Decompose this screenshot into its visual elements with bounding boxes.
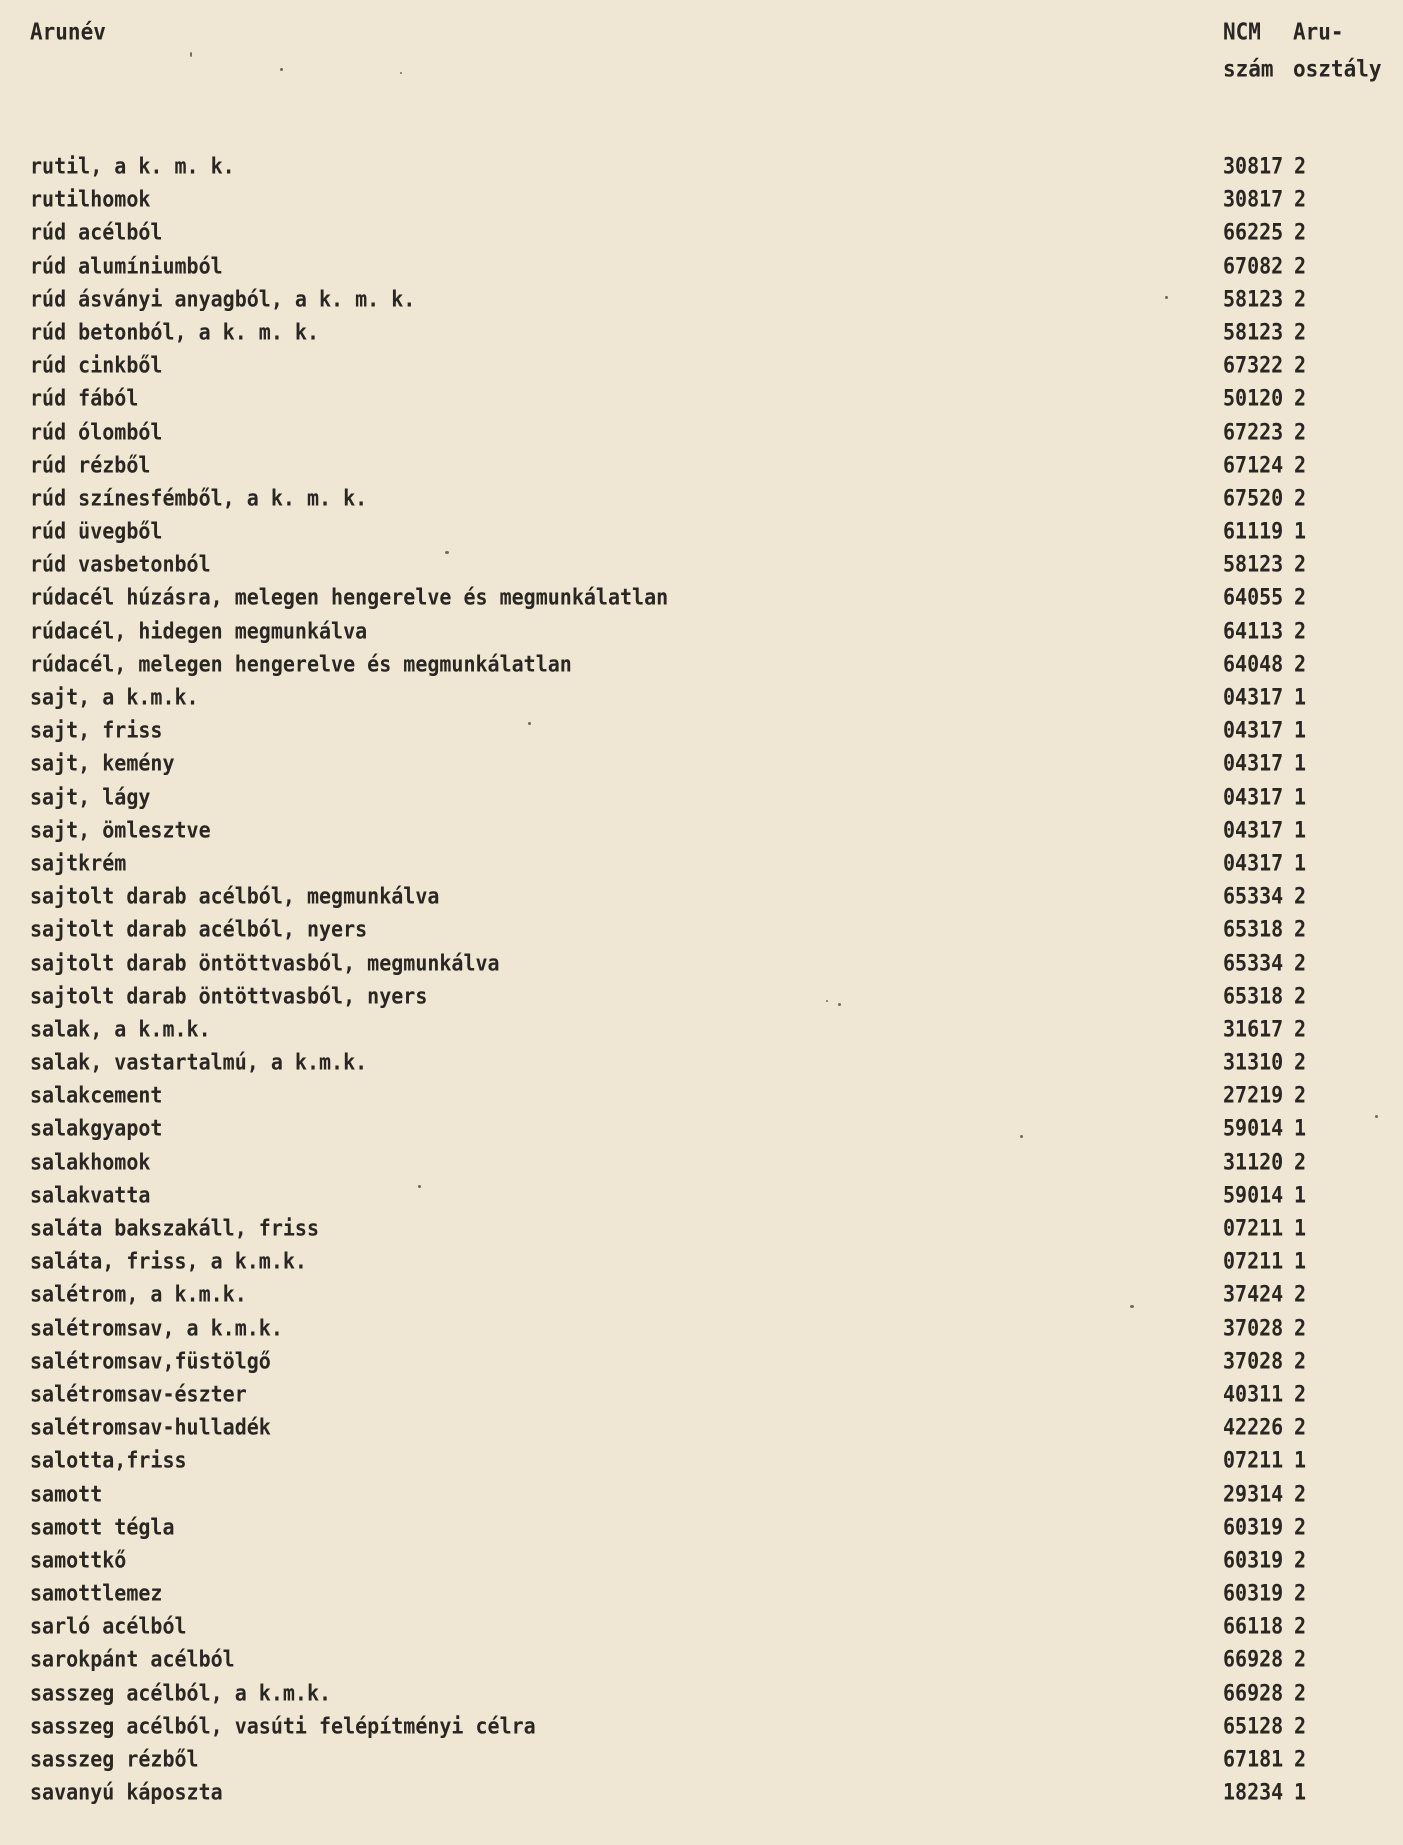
product-class: 1 [1294, 815, 1307, 843]
product-class: 1 [1294, 683, 1307, 710]
ncm-number: 04317 [1223, 716, 1284, 744]
product-name: salakcement [30, 1081, 163, 1109]
ncm-number: 67124 [1223, 450, 1284, 478]
ncm-number: 31617 [1223, 1014, 1284, 1042]
ncm-number: 61119 [1223, 517, 1284, 544]
column-header-class: Aru- [1293, 18, 1344, 45]
list-item [0, 318, 1403, 351]
list-item [0, 1480, 1403, 1513]
product-name: sajt, ömlesztve [30, 815, 211, 843]
product-name: sarokpánt acélból [30, 1645, 235, 1673]
product-name: sajt, a k.m.k. [30, 683, 199, 710]
product-name: samottkő [30, 1545, 127, 1573]
product-class: 2 [1294, 351, 1307, 379]
ncm-number: 42226 [1223, 1413, 1284, 1441]
ncm-number: 65318 [1223, 915, 1284, 943]
list-item [0, 1546, 1403, 1579]
ncm-number: 04317 [1223, 848, 1284, 876]
ncm-number: 04317 [1223, 683, 1284, 710]
product-name: rutilhomok [30, 185, 151, 213]
paper-speck [1020, 1135, 1023, 1138]
product-name: rúdacél, hidegen megmunkálva [30, 616, 368, 644]
ncm-number: 37028 [1223, 1313, 1284, 1341]
list-item [0, 1148, 1403, 1181]
product-class: 1 [1294, 1446, 1307, 1474]
ncm-number: 67322 [1223, 351, 1284, 379]
product-name: salétromsav-észter [30, 1379, 247, 1407]
product-name: rúd fából [30, 384, 139, 412]
product-class: 2 [1294, 417, 1307, 445]
list-item [0, 749, 1403, 782]
list-item [0, 285, 1403, 318]
ncm-number: 07211 [1223, 1446, 1284, 1474]
paper-speck [400, 72, 402, 74]
product-class: 2 [1294, 1413, 1307, 1441]
paper-speck [280, 68, 283, 71]
ncm-number: 30817 [1223, 185, 1284, 213]
list-item [0, 783, 1403, 816]
list-item [0, 849, 1403, 882]
paper-speck [826, 1000, 828, 1002]
paper-speck [418, 1185, 421, 1188]
product-class: 2 [1294, 1379, 1307, 1407]
product-class: 1 [1294, 1214, 1307, 1241]
product-name: sajtolt darab acélból, nyers [30, 915, 368, 943]
product-class: 2 [1294, 616, 1307, 644]
product-name: salétromsav, a k.m.k. [30, 1313, 283, 1341]
ncm-number: 65128 [1223, 1711, 1284, 1739]
ncm-number: 67223 [1223, 417, 1284, 445]
ncm-number: 31310 [1223, 1048, 1284, 1075]
paper-speck [528, 722, 531, 725]
product-class: 2 [1294, 284, 1307, 312]
product-class: 2 [1294, 384, 1307, 412]
product-name: samott [30, 1479, 103, 1507]
ncm-number: 65334 [1223, 948, 1284, 976]
product-name: salak, a k.m.k. [30, 1014, 211, 1042]
ncm-number: 37028 [1223, 1346, 1284, 1374]
list-item [0, 1513, 1403, 1546]
ncm-number: 60319 [1223, 1579, 1284, 1606]
product-name: salétrom, a k.m.k. [30, 1280, 247, 1308]
product-class: 1 [1294, 749, 1307, 777]
product-name: saláta bakszakáll, friss [30, 1214, 319, 1241]
ncm-number: 60319 [1223, 1512, 1284, 1540]
product-class: 2 [1294, 1346, 1307, 1374]
product-class: 1 [1294, 848, 1307, 876]
list-item [0, 451, 1403, 484]
ncm-number: 29314 [1223, 1479, 1284, 1507]
product-class: 2 [1294, 550, 1307, 578]
list-item [0, 617, 1403, 650]
list-item [0, 915, 1403, 948]
product-name: rúd cinkből [30, 351, 163, 379]
ncm-number: 65334 [1223, 882, 1284, 910]
product-name: rúd betonból, a k. m. k. [30, 317, 319, 345]
ncm-number: 30817 [1223, 152, 1284, 179]
product-class: 2 [1294, 1313, 1307, 1341]
ncm-number: 04317 [1223, 749, 1284, 777]
ncm-number: 40311 [1223, 1379, 1284, 1407]
list-item [0, 1712, 1403, 1745]
list-item [0, 484, 1403, 517]
ncm-number: 04317 [1223, 782, 1284, 810]
list-item [0, 1778, 1403, 1811]
product-class: 2 [1294, 1081, 1307, 1109]
product-class: 1 [1294, 1114, 1307, 1142]
list-item [0, 1114, 1403, 1147]
list-item [0, 550, 1403, 583]
list-item [0, 716, 1403, 749]
product-class: 2 [1294, 915, 1307, 943]
ncm-number: 64113 [1223, 616, 1284, 644]
product-class: 1 [1294, 782, 1307, 810]
product-name: saláta, friss, a k.m.k. [30, 1247, 307, 1275]
product-class: 2 [1294, 583, 1307, 611]
list-item [0, 982, 1403, 1015]
product-name: rúd acélból [30, 218, 163, 246]
paper-speck [445, 551, 449, 554]
paper-speck [190, 52, 192, 57]
product-class: 2 [1294, 1014, 1307, 1042]
product-name: salakgyapot [30, 1114, 163, 1142]
product-class: 2 [1294, 1678, 1307, 1706]
ncm-number: 60319 [1223, 1545, 1284, 1573]
product-class: 1 [1294, 517, 1307, 544]
column-header-ncm-line2: szám [1223, 55, 1274, 82]
product-class: 2 [1294, 185, 1307, 213]
product-name: sarló acélból [30, 1612, 187, 1640]
product-name: sajtolt darab öntöttvasból, megmunkálva [30, 948, 500, 976]
product-class: 2 [1294, 649, 1307, 677]
ncm-number: 07211 [1223, 1214, 1284, 1241]
ncm-number: 64048 [1223, 649, 1284, 677]
product-name: rutil, a k. m. k. [30, 152, 235, 179]
list-item [0, 1413, 1403, 1446]
list-item [0, 185, 1403, 218]
product-class: 2 [1294, 450, 1307, 478]
list-item [0, 1679, 1403, 1712]
product-name: salak, vastartalmú, a k.m.k. [30, 1048, 368, 1075]
ncm-number: 50120 [1223, 384, 1284, 412]
product-class: 2 [1294, 317, 1307, 345]
ncm-number: 59014 [1223, 1114, 1284, 1142]
ncm-number: 18234 [1223, 1778, 1284, 1806]
list-item [0, 1645, 1403, 1678]
ncm-number: 67520 [1223, 483, 1284, 511]
product-class: 2 [1294, 1545, 1307, 1573]
ncm-number: 65318 [1223, 981, 1284, 1009]
product-name: sasszeg acélból, vasúti felépítményi célra [30, 1711, 536, 1739]
ncm-number: 58123 [1223, 317, 1284, 345]
product-name: samott tégla [30, 1512, 175, 1540]
product-list [0, 152, 1403, 1811]
product-name: rúd ásványi anyagból, a k. m. k. [30, 284, 416, 312]
product-name: rúd rézből [30, 450, 151, 478]
product-name: rúd ólomból [30, 417, 163, 445]
ncm-number: 67082 [1223, 251, 1284, 279]
product-name: salotta,friss [30, 1446, 187, 1474]
product-class: 2 [1294, 1512, 1307, 1540]
product-name: salakhomok [30, 1147, 151, 1175]
list-item [0, 1579, 1403, 1612]
list-item [0, 1247, 1403, 1280]
product-name: rúd vasbetonból [30, 550, 211, 578]
product-class: 2 [1294, 948, 1307, 976]
product-name: sajt, lágy [30, 782, 151, 810]
ncm-number: 66118 [1223, 1612, 1284, 1640]
paper-speck [1165, 296, 1168, 299]
ncm-number: 58123 [1223, 284, 1284, 312]
column-header-name: Arunév [30, 18, 106, 45]
product-name: rúd színesfémből, a k. m. k. [30, 483, 368, 511]
list-item [0, 1081, 1403, 1114]
product-name: sajt, friss [30, 716, 163, 744]
list-item [0, 252, 1403, 285]
product-name: salakvatta [30, 1180, 151, 1208]
column-header-ncm: NCM [1223, 18, 1261, 45]
product-name: rúd üvegből [30, 517, 163, 544]
product-name: rúdacél húzásra, melegen hengerelve és megmunkálatlan [30, 583, 669, 611]
product-name: sajtkrém [30, 848, 127, 876]
list-item [0, 517, 1403, 550]
ncm-number: 59014 [1223, 1180, 1284, 1208]
product-name: rúdacél, melegen hengerelve és megmunkálatlan [30, 649, 572, 677]
list-item [0, 816, 1403, 849]
ncm-number: 66225 [1223, 218, 1284, 246]
product-class: 1 [1294, 1180, 1307, 1208]
product-name: samottlemez [30, 1579, 163, 1606]
list-item [0, 949, 1403, 982]
list-item [0, 1181, 1403, 1214]
paper-speck [1130, 1305, 1134, 1308]
list-item [0, 152, 1403, 185]
list-item [0, 218, 1403, 251]
list-item [0, 1214, 1403, 1247]
ncm-number: 04317 [1223, 815, 1284, 843]
column-header-class-line2: osztály [1293, 55, 1382, 82]
product-name: rúd alumíniumból [30, 251, 223, 279]
list-item [0, 1347, 1403, 1380]
product-class: 2 [1294, 1048, 1307, 1075]
product-class: 2 [1294, 1711, 1307, 1739]
product-class: 2 [1294, 1280, 1307, 1308]
product-class: 1 [1294, 716, 1307, 744]
ncm-number: 27219 [1223, 1081, 1284, 1109]
list-item [0, 1745, 1403, 1778]
product-class: 2 [1294, 1645, 1307, 1673]
list-item [0, 1612, 1403, 1645]
product-name: salétromsav,füstölgő [30, 1346, 271, 1374]
product-class: 2 [1294, 1479, 1307, 1507]
ncm-number: 64055 [1223, 583, 1284, 611]
ncm-number: 31120 [1223, 1147, 1284, 1175]
list-item [0, 418, 1403, 451]
list-item [0, 1015, 1403, 1048]
product-class: 1 [1294, 1247, 1307, 1275]
list-item [0, 1314, 1403, 1347]
list-item [0, 1048, 1403, 1081]
product-name: sajtolt darab öntöttvasból, nyers [30, 981, 428, 1009]
paper-speck [1375, 1115, 1378, 1118]
product-name: sajt, kemény [30, 749, 175, 777]
product-class: 2 [1294, 882, 1307, 910]
list-item [0, 650, 1403, 683]
product-class: 2 [1294, 152, 1307, 179]
ncm-number: 67181 [1223, 1745, 1284, 1772]
product-class: 2 [1294, 483, 1307, 511]
list-item [0, 583, 1403, 616]
product-name: sasszeg acélból, a k.m.k. [30, 1678, 332, 1706]
product-name: savanyú káposzta [30, 1778, 223, 1806]
list-item [0, 1280, 1403, 1313]
list-item [0, 384, 1403, 417]
product-class: 2 [1294, 981, 1307, 1009]
ncm-number: 66928 [1223, 1678, 1284, 1706]
product-class: 2 [1294, 1612, 1307, 1640]
product-class: 1 [1294, 1778, 1307, 1806]
product-name: sasszeg rézből [30, 1745, 199, 1772]
list-item [0, 683, 1403, 716]
product-name: salétromsav-hulladék [30, 1413, 271, 1441]
ncm-number: 37424 [1223, 1280, 1284, 1308]
ncm-number: 58123 [1223, 550, 1284, 578]
ncm-number: 07211 [1223, 1247, 1284, 1275]
product-class: 2 [1294, 218, 1307, 246]
product-class: 2 [1294, 1745, 1307, 1772]
product-class: 2 [1294, 251, 1307, 279]
product-name: sajtolt darab acélból, megmunkálva [30, 882, 440, 910]
list-item [0, 351, 1403, 384]
list-item [0, 1446, 1403, 1479]
product-class: 2 [1294, 1147, 1307, 1175]
ncm-number: 66928 [1223, 1645, 1284, 1673]
product-class: 2 [1294, 1579, 1307, 1606]
list-item [0, 1380, 1403, 1413]
list-item [0, 882, 1403, 915]
paper-speck [838, 1003, 841, 1006]
